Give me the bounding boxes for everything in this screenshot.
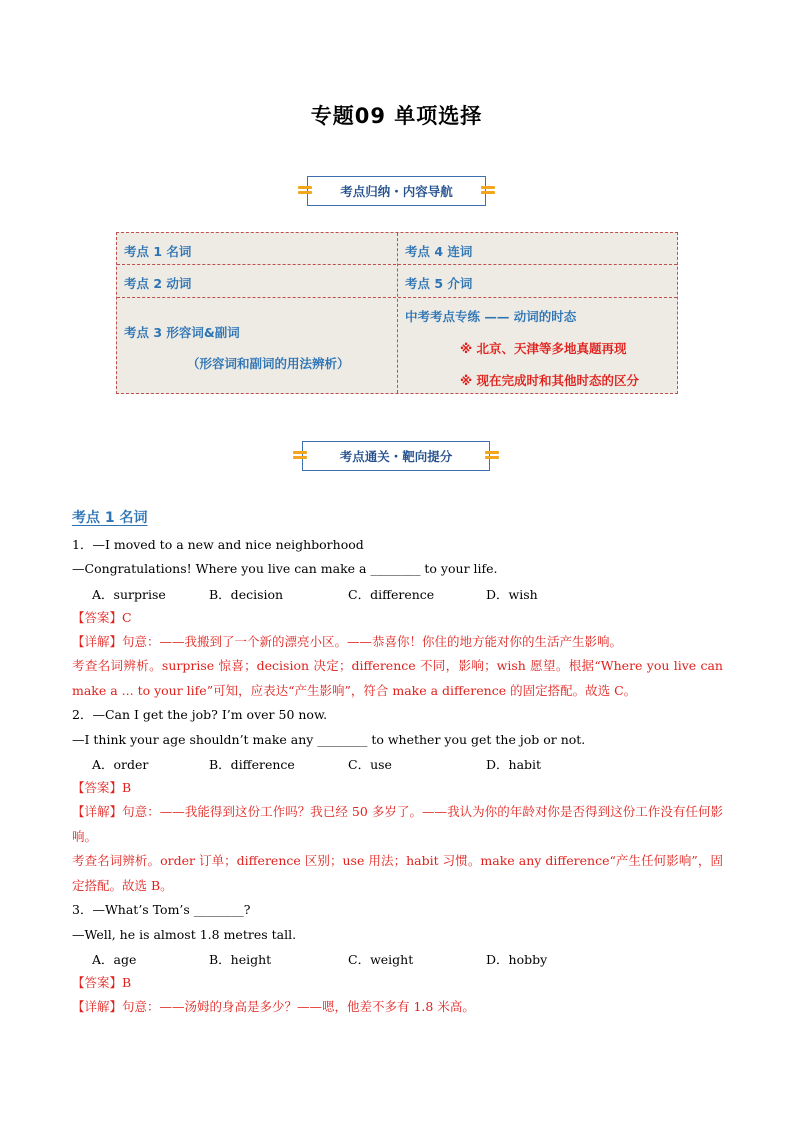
decor-lines-icon: [481, 184, 495, 198]
banner-label: 考点归纳・内容导航: [340, 184, 453, 199]
option: B．decision: [209, 587, 284, 602]
section-heading: 考点 1 名词: [72, 510, 148, 526]
banner-content-nav: [307, 176, 486, 206]
question-line: —Congratulations! Where you live can make a ________ to your life.: [72, 561, 498, 576]
nav-cell-sub: （形容词和副词的用法辨析）: [187, 356, 350, 371]
nav-cell-note: ※ 现在完成时和其他时态的区分: [460, 373, 640, 388]
answer: 【答案】B: [72, 975, 132, 990]
decor-lines-icon: [485, 449, 499, 463]
question-line: —I think your age shouldn’t make any ________ to whether you get the job or not.: [72, 732, 586, 747]
nav-cell[interactable]: 考点 4 连词: [405, 244, 473, 259]
explanation: 考查名词辨析。order 订单；difference 区别；use 用法；habit 习惯。make any difference“产生任何影响”，固定搭配。故选 B。: [72, 853, 723, 893]
nav-cell-note: ※ 北京、天津等多地真题再现: [460, 341, 627, 356]
option: B．height: [209, 952, 272, 967]
nav-cell[interactable]: 中考考点专练 —— 动词的时态: [405, 309, 577, 324]
option: C．weight: [348, 952, 414, 967]
question-line: 2．—Can I get the job? I’m over 50 now.: [72, 707, 328, 722]
nav-cell[interactable]: 考点 1 名词: [124, 244, 192, 259]
answer: 【答案】B: [72, 780, 132, 795]
banner-practice: [302, 441, 490, 471]
option: A．order: [92, 757, 149, 772]
question-line: 3．—What’s Tom’s ________?: [72, 902, 251, 917]
explanation: 【详解】句意：——我能得到这份工作吗？我已经 50 多岁了。——我认为你的年龄对你是否得到这份工作没有任何影响。: [72, 804, 723, 844]
answer: 【答案】C: [72, 610, 132, 625]
nav-cell[interactable]: 考点 3 形容词&副词: [124, 325, 240, 340]
option: C．difference: [348, 587, 435, 602]
explanation: 考查名词辨析。surprise 惊喜；decision 决定；difference 不同，影响；wish 愿望。根据“Where you live can make a ... to your life”可知，应表达“产生影响”，符合 make a difference 的固定搭配。故选 C。: [72, 658, 723, 698]
option: D．wish: [486, 587, 538, 602]
explanation: 【详解】句意：——我搬到了一个新的漂亮小区。——恭喜你！你住的地方能对你的生活产生影响。: [72, 634, 623, 649]
option: A．age: [92, 952, 137, 967]
banner-label: 考点通关・靶向提分: [339, 449, 453, 464]
option: D．habit: [486, 757, 542, 772]
option: D．hobby: [486, 952, 548, 967]
option: C．use: [348, 757, 392, 772]
nav-cell[interactable]: 考点 5 介词: [405, 276, 473, 291]
nav-cell[interactable]: 考点 2 动词: [124, 276, 192, 291]
decor-lines-icon: [293, 449, 307, 463]
page-title: 专题09 单项选择: [310, 104, 483, 128]
decor-lines-icon: [298, 184, 312, 198]
content-nav-table: [116, 232, 678, 394]
option: B．difference: [209, 757, 295, 772]
question-line: —Well, he is almost 1.8 metres tall.: [72, 927, 297, 942]
explanation: 【详解】句意：——汤姆的身高是多少？——嗯，他差不多有 1.8 米高。: [72, 999, 475, 1014]
option: A．surprise: [92, 587, 166, 602]
question-line: 1．—I moved to a new and nice neighborhood: [72, 537, 364, 552]
